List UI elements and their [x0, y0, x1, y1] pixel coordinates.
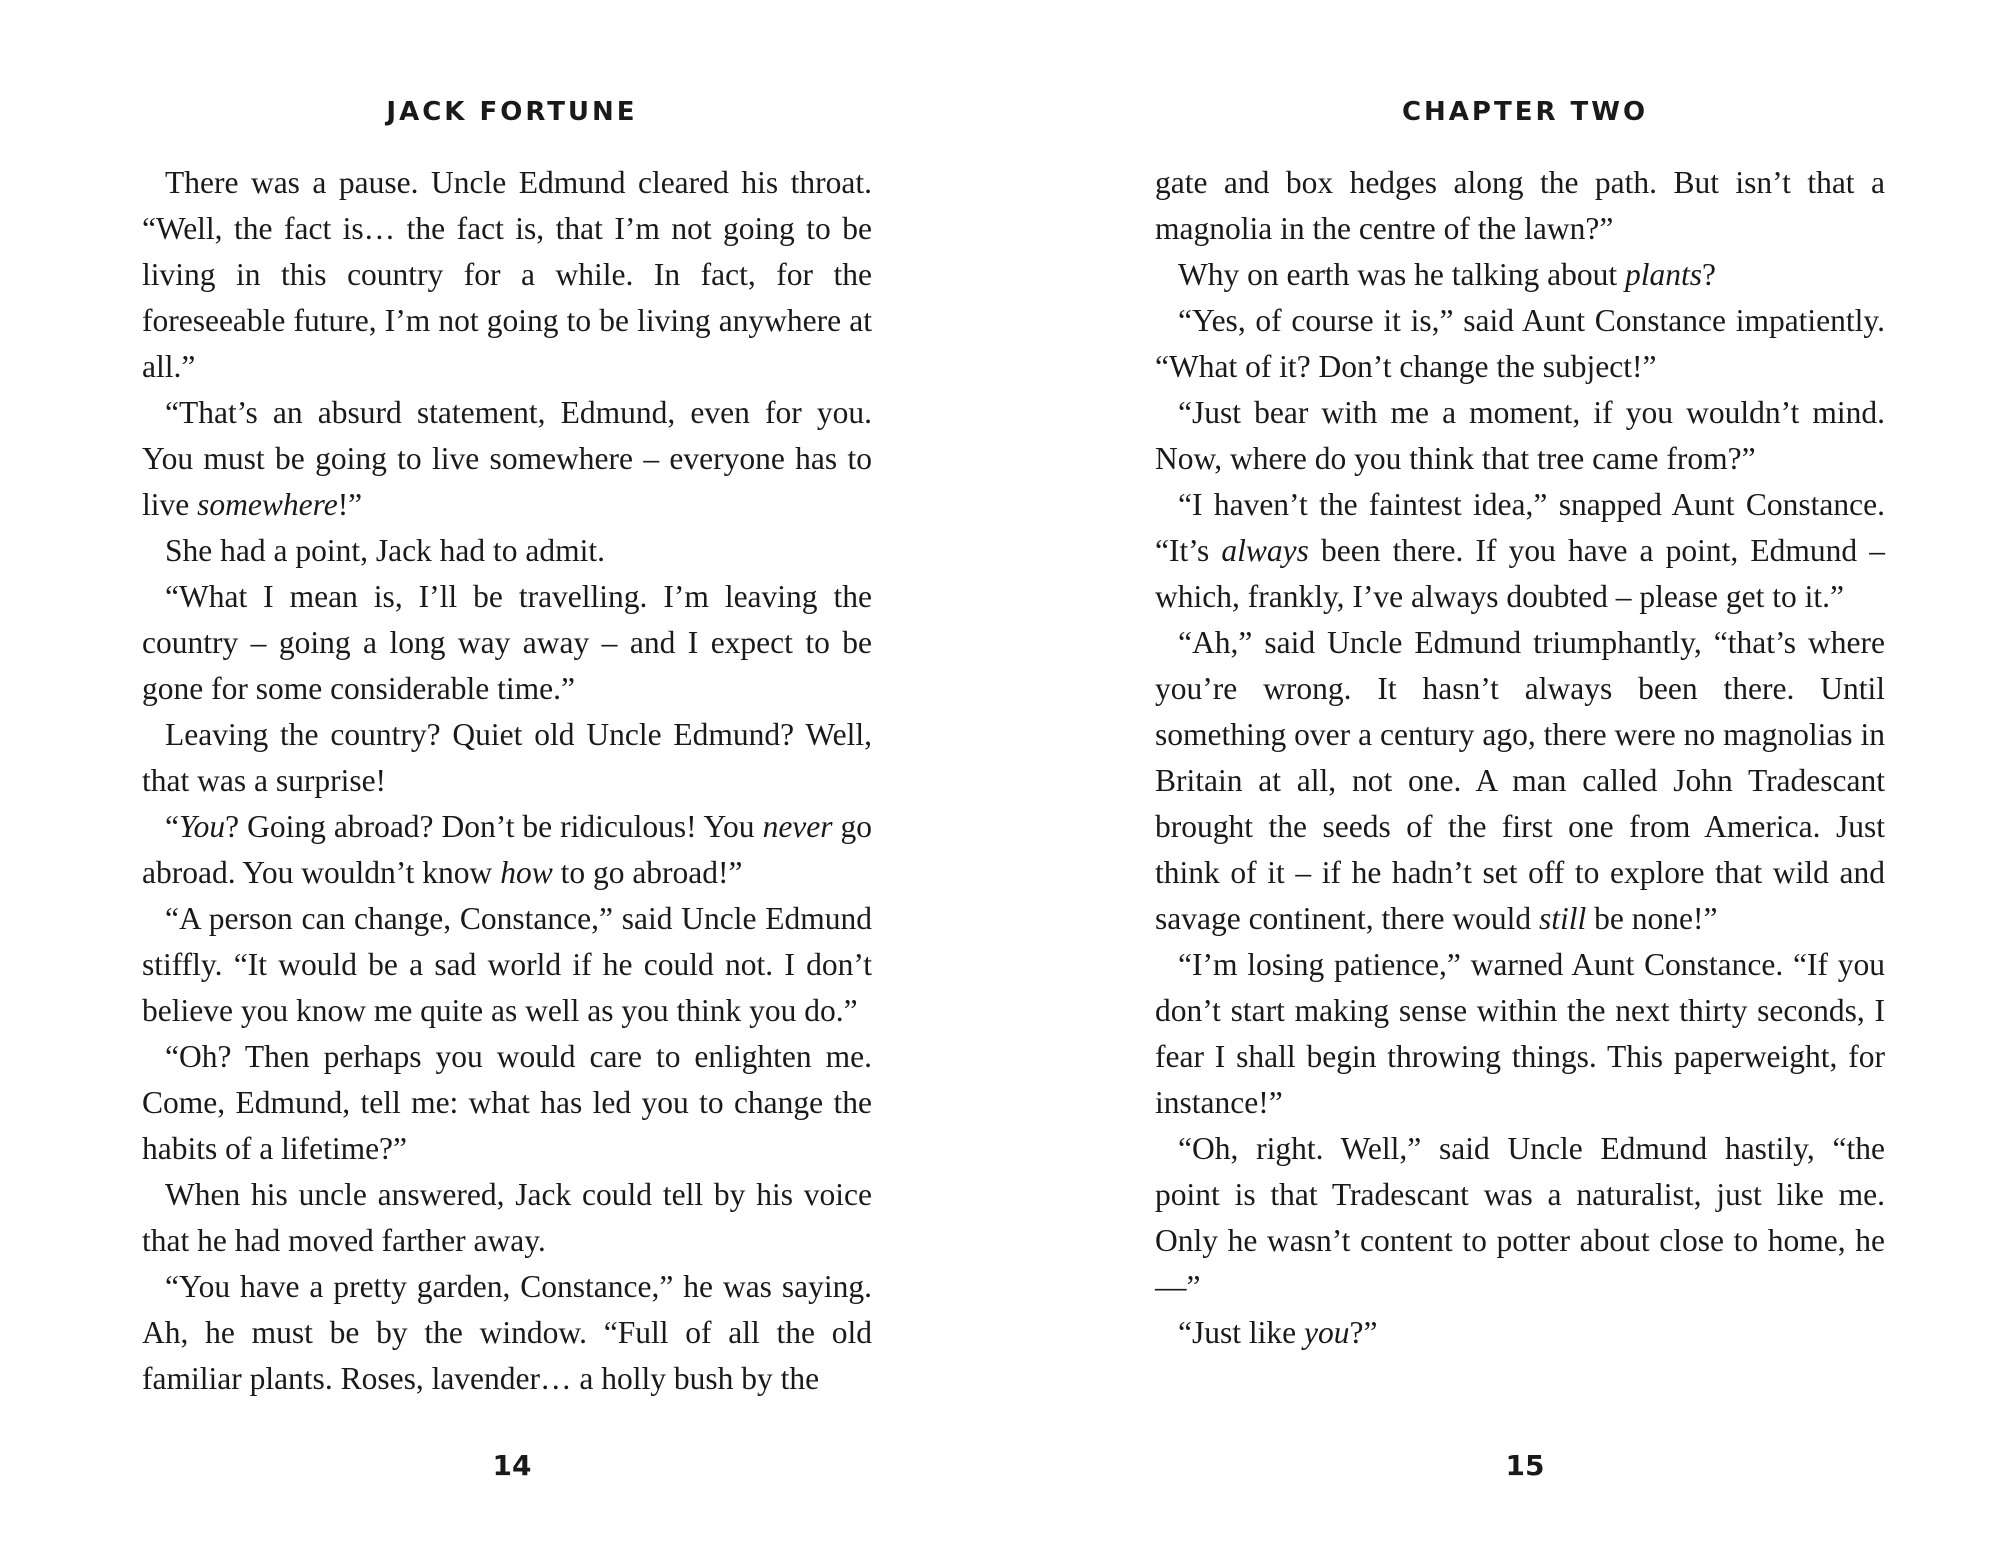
paragraph: Why on earth was he talking about plants?	[1178, 257, 1716, 292]
right-page	[1155, 0, 1895, 1560]
paragraph: “Oh, right. Well,” said Uncle Edmund hastily, “the point is that Tradescant was a naturalist, just like me. Only he wasn’t content to potter about close to home, he—”	[1155, 1131, 1885, 1304]
page-number-left: 14	[492, 1449, 532, 1482]
body-text-right	[1155, 160, 1885, 1356]
paragraph: “Just like you?”	[1178, 1315, 1378, 1350]
page-number-right: 15	[1505, 1449, 1545, 1482]
paragraph: “You have a pretty garden, Constance,” he was saying. Ah, he must be by the window. “Full of all the old familiar plants. Roses, lavender… a holly bush by the	[142, 1269, 872, 1396]
paragraph: “Oh? Then perhaps you would care to enlighten me. Come, Edmund, tell me: what has led you to change the habits of a lifetime?”	[142, 1039, 872, 1166]
paragraph: “That’s an absurd statement, Edmund, even for you. You must be going to live somewhere – everyone has to live somewhere!”	[142, 395, 872, 522]
paragraph: Leaving the country? Quiet old Uncle Edmund? Well, that was a surprise!	[142, 717, 872, 798]
left-page	[142, 0, 882, 1560]
running-head-left: JACK FORTUNE	[386, 97, 638, 127]
paragraph: When his uncle answered, Jack could tell by his voice that he had moved farther away.	[142, 1177, 872, 1258]
running-head-right: CHAPTER TWO	[1401, 97, 1649, 127]
paragraph: “Yes, of course it is,” said Aunt Constance impatiently. “What of it? Don’t change the subject!”	[1155, 303, 1885, 384]
paragraph: “A person can change, Constance,” said Uncle Edmund stiffly. “It would be a sad world if he could not. I don’t believe you know me quite as well as you think you do.”	[142, 901, 872, 1028]
paragraph: “What I mean is, I’ll be travelling. I’m leaving the country – going a long way away – and I expect to be gone for some considerable time.”	[142, 579, 872, 706]
paragraph: “Ah,” said Uncle Edmund triumphantly, “that’s where you’re wrong. It hasn’t always been there. Until something over a century ago, there were no magnolias in Britain at all, not one. A man called John Tradescant brought the seeds of the first one from America. Just think of it – if he hadn’t set off to explore that wild and savage continent, there would still be none!”	[1155, 625, 1885, 936]
paragraph: She had a point, Jack had to admit.	[165, 533, 606, 568]
paragraph: gate and box hedges along the path. But isn’t that a magnolia in the centre of the lawn?”	[1155, 165, 1885, 246]
paragraph: “You? Going abroad? Don’t be ridiculous! You never go abroad. You wouldn’t know how to go abroad!”	[142, 809, 873, 890]
paragraph: There was a pause. Uncle Edmund cleared his throat. “Well, the fact is… the fact is, that I’m not going to be living in this country for a while. In fact, for the foreseeable future, I’m not going to be living anywhere at all.”	[142, 165, 872, 384]
paragraph: “Just bear with me a moment, if you wouldn’t mind. Now, where do you think that tree came from?”	[1155, 395, 1885, 476]
paragraph: “I haven’t the faintest idea,” snapped Aunt Constance. “It’s always been there. If you have a point, Edmund – which, frankly, I’ve always doubted – please get to it.”	[1155, 487, 1886, 614]
paragraph: “I’m losing patience,” warned Aunt Constance. “If you don’t start making sense within the next thirty seconds, I fear I shall begin throwing things. This paperweight, for instance!”	[1155, 947, 1885, 1120]
body-text-left	[142, 160, 872, 1402]
